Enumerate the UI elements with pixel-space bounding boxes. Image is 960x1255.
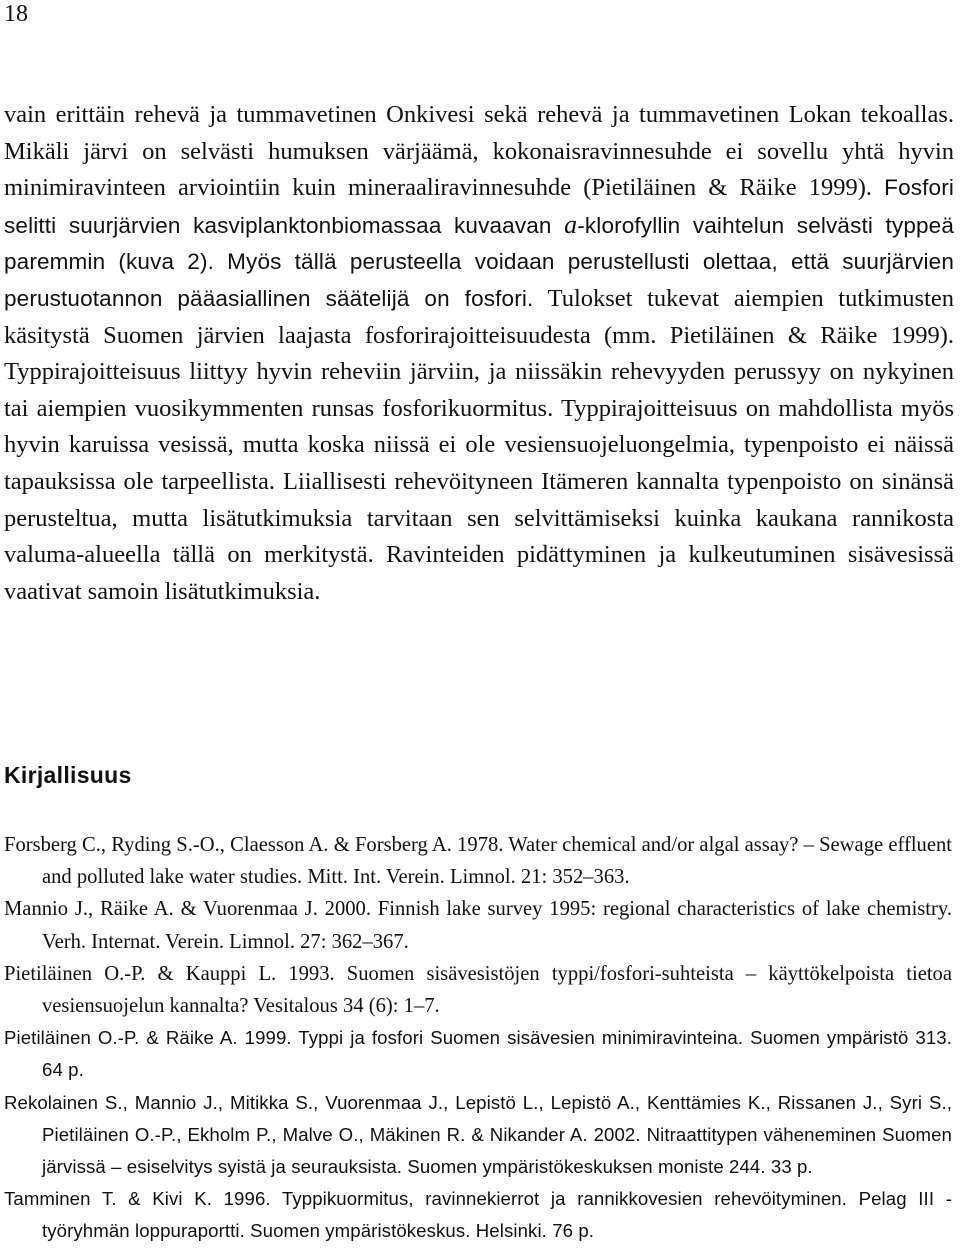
reference-item: Forsberg C., Ryding S.-O., Claesson A. & Forsberg A. 1978. Water chemical and/or algal assay? – Sewage effluent and polluted lake water studies. Mitt. Int. Verein. Limnol. 21: 352–363. bbox=[4, 834, 952, 889]
reference-item: Mannio J., Räike A. & Vuorenmaa J. 2000. Finnish lake survey 1995: regional characteristics of lake chemistry. Verh. Internat. Verein. Limnol. 27: 362–367. bbox=[4, 898, 952, 953]
paragraph-2-before: Fosfori selitti suurjärvien kasviplanktonbiomassaa kuvaavan bbox=[4, 175, 954, 238]
reference-list bbox=[4, 829, 952, 1248]
alpha-symbol: a bbox=[564, 209, 578, 239]
page-number: 18 bbox=[4, 1, 28, 27]
reference-item: Rekolainen S., Mannio J., Mitikka S., Vuorenmaa J., Lepistö L., Lepistö A., Kenttämies K., Rissanen J., Syri S., Pietiläinen O.-P., Ekholm P., Malve O., Mäkinen R. & Nikander A. 2002. Nitraattitypen väheneminen Suomen järvissä – esiselvitys syistä ja seurauksista. Suomen ympäristökeskuksen moniste 244. 33 p. bbox=[4, 1091, 952, 1178]
paragraph-2-after: -klorofyllin vaihtelun selvästi typpeä paremmin (kuva 2). Myös tällä perusteella voidaan perustellusti olettaa, että suurjärvien perustuotannon pääasiallinen säätelijä on fosfori. bbox=[4, 212, 955, 311]
reference-item: Pietiläinen O.-P. & Kauppi L. 1993. Suomen sisävesistöjen typpi/fosfori-suhteista – käyttökelpoista tietoa vesiensuojelun kannalta? Vesitalous 34 (6): 1–7. bbox=[4, 962, 952, 1018]
paragraph-3: Tulokset tukevat aiempien tutkimusten käsitystä Suomen järvien laajasta fosforirajoitteisuudesta (mm. Pietiläinen & Räike 1999). Typpirajoitteisuus liittyy hyvin reheviin järviin, ja niissäkin rehevyyden perussyy on nykyinen tai aiempien vuosikymmenten runsas fosforikuormitus. Typpirajoitteisuus on mahdollista myös hyvin karuissa vesissä, mutta koska niissä ei ole vesiensuojeluongelmia, typenpoisto ei näissä tapauksissa ole tarpeellista. Liiallisesti rehevöityneen Itämeren kannalta typenpoisto on sinänsä perusteltua, mutta lisätutkimuksia tarvitaan sen selvittämiseksi kuinka kaukana rannikosta valuma-alueella tällä on merkitystä. Ravinteiden pidättyminen ja kulkeutuminen sisävesissä vaativat samoin lisätutkimuksia. bbox=[4, 284, 955, 605]
reference-item: Tamminen T. & Kivi K. 1996. Typpikuormitus, ravinnekierrot ja rannikkovesien rehevöityminen. Pelag III -työryhmän loppuraportti. Suomen ympäristökeskus. Helsinki. 76 p. bbox=[4, 1188, 952, 1242]
reference-item: Pietiläinen O.-P. & Räike A. 1999. Typpi ja fosfori Suomen sisävesien minimiravinteina. Suomen ympäristö 313. 64 p. bbox=[4, 1027, 952, 1081]
paragraph-1: vain erittäin rehevä ja tummavetinen Onkivesi sekä rehevä ja tummavetinen Lokan tekoallas. Mikäli järvi on selvästi humuksen värjäämä, kokonaisravinnesuhde ei sovellu yhtä hyvin minimiravinteen arviointiin kuin mineraaliravinnesuhde (Pietiläinen & Räike 1999). bbox=[4, 101, 954, 202]
body-text bbox=[4, 97, 954, 610]
references-heading: Kirjallisuus bbox=[4, 762, 132, 788]
